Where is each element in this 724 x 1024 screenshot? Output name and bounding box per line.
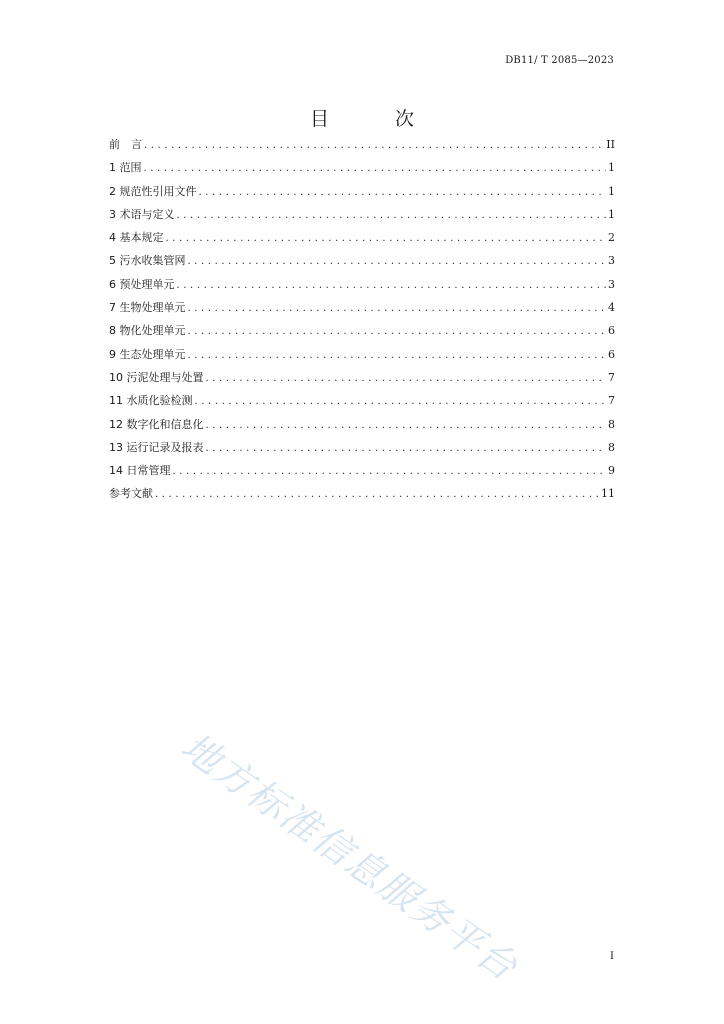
toc-entry-page: 2 [608, 231, 615, 245]
toc-entry-label: 6 预处理单元 [109, 277, 175, 291]
toc-entry-10[interactable] [109, 370, 615, 393]
toc-entry-5[interactable] [109, 253, 615, 276]
toc-leader-dots [195, 394, 607, 410]
toc-entry-page: 4 [608, 301, 615, 315]
toc-entry-label: 13 运行记录及报表 [109, 440, 204, 454]
toc-leader-dots [188, 348, 607, 364]
toc-entry-label: 3 术语与定义 [109, 207, 175, 221]
toc-entry-label: 前 言 [109, 138, 142, 151]
toc-entry-references[interactable] [109, 486, 615, 509]
toc-leader-dots [155, 487, 599, 503]
toc-entry-page: II [606, 138, 615, 151]
page-number: I [610, 951, 614, 962]
toc-entry-page: 8 [608, 440, 615, 454]
toc-entry-8[interactable] [109, 323, 615, 346]
toc-leader-dots [199, 185, 607, 201]
toc-entry-page: 6 [608, 347, 615, 361]
toc-leader-dots [206, 441, 607, 457]
toc-entry-foreword[interactable] [109, 137, 615, 160]
toc-entry-12[interactable] [109, 417, 615, 440]
toc-leader-dots [188, 324, 607, 340]
page-title: 目 次 [309, 108, 445, 130]
toc-leader-dots [177, 278, 607, 294]
toc-entry-2[interactable] [109, 184, 615, 207]
toc-entry-label: 8 物化处理单元 [109, 324, 186, 338]
toc-entry-label: 1 范围 [109, 161, 142, 175]
toc-entry-label: 7 生物处理单元 [109, 301, 186, 315]
toc-entry-label: 5 污水收集管网 [109, 254, 186, 268]
toc-entry-3[interactable] [109, 207, 615, 230]
toc-entry-label: 2 规范性引用文件 [109, 184, 197, 198]
toc-entry-4[interactable] [109, 230, 615, 253]
toc-entry-page: 7 [608, 394, 615, 408]
toc-entry-label: 14 日常管理 [109, 464, 171, 478]
toc-entry-page: 3 [608, 277, 615, 291]
toc-leader-dots [144, 161, 607, 177]
toc-entry-page: 8 [608, 417, 615, 431]
toc-leader-dots [166, 231, 607, 247]
table-of-contents [109, 137, 615, 510]
toc-leader-dots [144, 138, 604, 154]
toc-leader-dots [206, 418, 607, 434]
toc-leader-dots [188, 254, 607, 270]
toc-entry-label: 10 污泥处理与处置 [109, 370, 204, 384]
toc-entry-label: 参考文献 [109, 487, 153, 501]
toc-entry-9[interactable] [109, 347, 615, 370]
toc-entry-page: 6 [608, 324, 615, 338]
toc-leader-dots [173, 464, 607, 480]
toc-leader-dots [206, 371, 607, 387]
toc-entry-page: 1 [608, 161, 615, 175]
toc-entry-14[interactable] [109, 463, 615, 486]
toc-entry-label: 11 水质化验检测 [109, 394, 193, 408]
toc-entry-label: 9 生态处理单元 [109, 347, 186, 361]
toc-entry-page: 1 [608, 207, 615, 221]
toc-entry-label: 12 数字化和信息化 [109, 417, 204, 431]
toc-leader-dots [177, 208, 607, 224]
toc-entry-page: 11 [601, 487, 615, 501]
toc-entry-6[interactable] [109, 277, 615, 300]
toc-entry-7[interactable] [109, 300, 615, 323]
toc-entry-page: 7 [608, 370, 615, 384]
watermark: 地方标准信息服务平台 [173, 724, 527, 990]
toc-entry-11[interactable] [109, 393, 615, 416]
toc-entry-page: 9 [608, 464, 615, 478]
toc-entry-label: 4 基本规定 [109, 231, 164, 245]
toc-entry-page: 1 [608, 184, 615, 198]
toc-entry-1[interactable] [109, 160, 615, 183]
document-code: DB11/ T 2085—2023 [505, 55, 614, 66]
toc-entry-13[interactable] [109, 440, 615, 463]
toc-leader-dots [188, 301, 607, 317]
toc-entry-page: 3 [608, 254, 615, 268]
